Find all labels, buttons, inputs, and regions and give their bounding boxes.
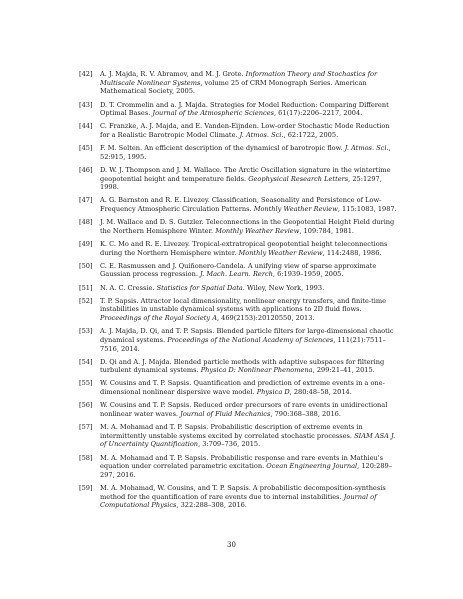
reference-authors: N. A. C. Cressie.: [100, 283, 157, 292]
reference-number: [52]: [79, 296, 93, 305]
reference-entry: [79, 101, 399, 118]
reference-venue: Proceedings of the National Academy of Sciences: [167, 335, 334, 344]
reference-entry: [79, 196, 399, 213]
reference-venue: J. Atmos. Sci.: [239, 131, 284, 139]
reference-details: , 114:2488, 1986.: [322, 248, 382, 257]
reference-entry: [79, 327, 399, 353]
reference-number: [57]: [79, 423, 93, 432]
reference-venue: Statistics for Spatial Data: [156, 283, 243, 292]
reference-details: , volume 25 of CRM Monograph Series. American Mathematical Society, 2005.: [100, 78, 367, 96]
reference-authors: C. E. Rasmussen and J. Quiñonero-Candela. A unifying view of sparse approximate Gaussian process regression.: [100, 261, 377, 279]
reference-number: [59]: [79, 484, 93, 493]
reference-entry: [79, 379, 399, 396]
reference-authors: D. W. J. Thompson and J. M. Wallace. The Arctic Oscillation signature in the wintertime geopotential height and temperature fields.: [100, 165, 391, 183]
reference-details: , 3:709–736, 2015.: [198, 440, 261, 449]
reference-details: , 299:21–41, 2015.: [312, 366, 375, 375]
reference-list: [79, 70, 399, 515]
reference-entry: [79, 454, 399, 480]
reference-authors: T. P. Sapsis. Attractor local dimensionality, nonlinear energy transfers, and finite-time instabilities in unstable dynamical systems with applications to 2D fluid flows.: [100, 296, 387, 314]
reference-number: [49]: [79, 239, 93, 248]
reference-details: , 322:288–308, 2016.: [176, 501, 247, 510]
reference-entry: [79, 401, 399, 418]
reference-details: , 120:289–297, 2016.: [100, 462, 393, 479]
reference-details: , 109:784, 1981.: [299, 226, 355, 235]
reference-venue: Physica D: [256, 388, 290, 397]
reference-details: , 52:915, 1995.: [100, 144, 391, 161]
reference-authors: W. Cousins and T. P. Sapsis. Reduced order precursors of rare events in unidirectional nonlinear water waves.: [100, 401, 388, 418]
reference-venue: Information Theory and Stochastics for Multiscale Nonlinear Systems: [100, 70, 378, 87]
reference-venue: J. Atmos. Sci.: [344, 144, 389, 153]
reference-details: , 62:1722, 2005.: [283, 131, 339, 139]
reference-authors: A. G. Barnston and R. E. Livezey. Classification, Seasonality and Persistence of Low-Frequency Atmospheric Circulation Patterns.: [100, 196, 382, 214]
reference-details: , 61(17):2206–2217, 2004.: [273, 109, 363, 118]
reference-entry: [79, 284, 399, 293]
reference-details: , 115:1083, 1987.: [337, 205, 397, 214]
reference-authors: M. A. Mohamad and T. P. Sapsis. Probabilistic description of extreme events in intermittently unstable systems excited by correlated stochastic processes.: [100, 423, 363, 440]
reference-venue: J. Mach. Learn. Rerch: [200, 270, 273, 279]
reference-details: . Wiley, New York, 1993.: [242, 283, 325, 292]
reference-number: [43]: [79, 100, 93, 109]
reference-authors: M. A. Mohamad, W. Cousins, and T. P. Sapsis. A probabilistic decomposition-synthesis method for the quantification of rare events due to internal instabilities.: [100, 484, 386, 501]
reference-number: [58]: [79, 453, 93, 462]
reference-venue: Geophysical Research Letters: [248, 174, 349, 183]
reference-venue: Physica D: Nonlinear Phenomena: [200, 366, 313, 375]
reference-authors: F. M. Selten. An efficient description of the dynamicsl of barotropic flow.: [100, 144, 345, 153]
reference-venue: Monthly Weather Review: [238, 248, 323, 257]
reference-venue: Proceedings of the Royal Society A: [100, 314, 217, 323]
reference-authors: A. J. Majda, D. Qi, and T. P. Sapsis. Blended particle filters for large-dimensional chaotic dynamical systems.: [100, 327, 394, 344]
reference-entry: [79, 166, 399, 192]
reference-venue: Monthly Weather Review: [253, 205, 338, 214]
reference-number: [54]: [79, 357, 93, 366]
reference-number: [44]: [79, 122, 93, 131]
reference-number: [42]: [79, 70, 93, 78]
reference-venue: Ocean Engineering Journal: [266, 462, 358, 471]
reference-venue: Journal of Computational Physics: [100, 492, 377, 510]
reference-number: [55]: [79, 379, 93, 388]
reference-entry: [79, 297, 399, 323]
reference-venue: Journal of the Atmospheric Sciences: [152, 109, 274, 118]
reference-number: [47]: [79, 196, 93, 205]
reference-authors: J. M. Wallace and D. S. Gutzler. Teleconnections in the Geopotential Height Field during the Northern Hemisphere Winter.: [100, 218, 395, 235]
reference-details: , 469(2153):20120550, 2013.: [216, 314, 315, 323]
reference-details: , 280:48–58, 2014.: [289, 388, 352, 397]
reference-entry: [79, 122, 399, 139]
reference-details: , 111(21):7511–7516, 2014.: [100, 335, 386, 353]
reference-entry: [79, 484, 399, 510]
reference-authors: M. A. Mohamad and T. P. Sapsis. Probabilistic response and rare events in Mathieu's equation under correlated parametric excitation.: [100, 453, 384, 471]
reference-number: [51]: [79, 283, 93, 292]
reference-entry: [79, 218, 399, 235]
reference-authors: C. Franzke, A. J. Majda, and E. Vanden-Eijnden. Low-order Stochastic Mode Reduction for a Realistic Barotropic Model Climate.: [100, 122, 390, 139]
reference-number: [53]: [79, 327, 93, 336]
page-number: 30: [227, 541, 236, 549]
reference-venue: Journal of Fluid Mechanics: [180, 409, 271, 418]
reference-details: , 6:1939–1959, 2005.: [272, 270, 344, 279]
reference-number: [50]: [79, 261, 93, 270]
reference-number: [46]: [79, 165, 93, 174]
reference-number: [56]: [79, 401, 93, 410]
reference-details: , 790:368–388, 2016.: [270, 409, 341, 418]
reference-venue: Monthly Weather Review: [215, 226, 300, 235]
reference-entry: [79, 144, 399, 161]
reference-authors: K. C. Mo and R. E. Livezey. Tropical-extratropical geopotential height teleconnections during the Northern Hemisphere winter.: [100, 239, 388, 257]
reference-entry: [79, 358, 399, 375]
reference-entry: [79, 262, 399, 279]
reference-number: [45]: [79, 144, 93, 153]
reference-entry: [79, 70, 399, 96]
reference-authors: A. J. Majda, R. V. Abramov, and M. J. Grote.: [100, 70, 246, 78]
reference-entry: [79, 240, 399, 257]
reference-venue: SIAM ASA J. of Uncertainty Quantification: [100, 431, 396, 449]
reference-authors: D. Qi and A. J. Majda. Blended particle methods with adaptive subspaces for filtering turbulent dynamical systems.: [100, 357, 385, 375]
reference-authors: W. Cousins and T. P. Sapsis. Quantification and prediction of extreme events in a one-dimensional nonlinear dispersive wave model.: [100, 379, 385, 397]
reference-details: , 25:1297, 1998.: [100, 174, 382, 192]
reference-number: [48]: [79, 218, 93, 227]
reference-authors: D. T. Crommelin and a. J. Majda. Strategies for Model Reduction: Comparing Different Optimal Bases.: [100, 100, 389, 118]
reference-entry: [79, 423, 399, 449]
